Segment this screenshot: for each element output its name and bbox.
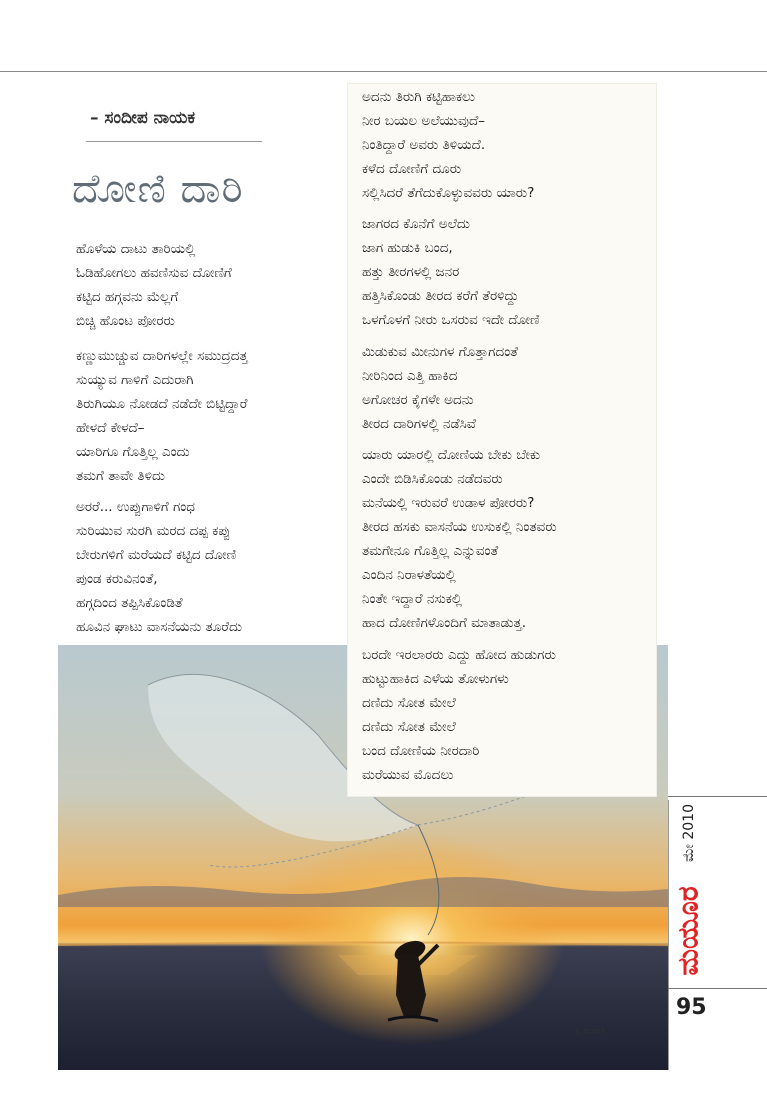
poem-line: ಜಾಗರದ ಕೊನೆಗೆ ಅಲೆದು <box>362 216 470 232</box>
poem-line: ಅರರೆ... ಉಪ್ಪುಗಾಳಿಗೆ ಗಂಧ <box>76 499 195 515</box>
poem-line: ಎಂದಿನ ನಿರಾಳತೆಯಲ್ಲಿ <box>362 567 456 583</box>
poem-line: ಪುಂಡ ಕರುವಿನಂತೆ, <box>76 571 158 587</box>
poem-line: ಕಣ್ಣುಮುಚ್ಚುವ ದಾರಿಗಳಲ್ಲೇ ಸಮುದ್ರದತ್ತ <box>76 348 248 364</box>
poem-line: ಬಂದ ದೋಣಿಯ ನೀರದಾರಿ <box>362 743 480 759</box>
right-stanza-2 <box>362 212 540 332</box>
top-rule <box>0 71 767 72</box>
poem-line: ಬಿಚ್ಚಿ ಹೊಂಟ ಪೋರರು <box>76 313 175 329</box>
issue-month-text: ಮೇ 2010 <box>681 804 697 862</box>
magazine-logo-text: ಮಯೂರ <box>672 886 706 976</box>
poem-line: ಹುಟ್ಟುಹಾಕಿದ ಎಳೆಯ ತೋಳುಗಳು <box>362 671 509 687</box>
poem-line: ಹೂವಿನ ಘಾಟು ವಾಸನೆಯನು ತೂರೆದು <box>76 619 243 635</box>
poem-line: ಹಾದ ದೋಣಿಗಳೊಂದಿಗೆ ಮಾತಾಡುತ್ತ. <box>362 615 527 631</box>
left-stanza-3 <box>76 495 242 639</box>
poem-line: ಅದನು ತಿರುಗಿ ಕಟ್ಟಿಹಾಕಲು <box>362 89 476 105</box>
footer-vertical-rule <box>668 800 669 1070</box>
poem-line: ಹೇಳದೆ ಕೇಳದೆ– <box>76 420 145 436</box>
left-stanza-1 <box>76 237 232 333</box>
page-number: 95 <box>676 995 707 1020</box>
poem-line: ಹತ್ತಿಸಿಕೊಂಡು ತೀರದ ಕರೆಗೆ ತೆರಳಿದ್ದು <box>362 288 519 304</box>
footer-rule-top <box>668 796 767 797</box>
poem-line: ತಮಗೆ ತಾವೇ ತಿಳಿದು <box>76 468 165 484</box>
poem-line: ದಣಿದು ಸೋತ ಮೇಲೆ <box>362 719 456 735</box>
poem-line: ನೀರಿನಿಂದ ಎತ್ತಿ ಹಾಕಿದ <box>362 368 458 384</box>
footer-rule-bottom <box>668 988 767 989</box>
poem-line: ಕಟ್ಟಿದ ಹಗ್ಗವನು ಮೆಲ್ಲಗೆ <box>76 289 179 305</box>
left-stanza-2 <box>76 344 248 488</box>
poem-line: ತಮಗೇನೂ ಗೊತ್ತಿಲ್ಲ ಎನ್ನುವಂತೆ <box>362 543 499 559</box>
poem-line: ನಿಂತಿದ್ದಾರೆ ಅವರು ತಿಳಿಯದೆ. <box>362 137 486 153</box>
poem-line: ಜಾಗ ಹುಡುಕಿ ಬಂದ, <box>362 240 453 256</box>
author-rule <box>86 141 262 142</box>
poem-line: ಸುರಿಯುವ ಸುರಗಿ ಮರದ ದಪ್ಪ ಕಪ್ಪು <box>76 523 231 539</box>
poem-line: ಯಾರಿಗೂ ಗೊತ್ತಿಲ್ಲ ಎಂದು <box>76 444 190 460</box>
poem-line: ಹಗ್ಗದಿಂದ ತಪ್ಪಿಸಿಕೊಂಡಿತೆ <box>76 595 183 611</box>
right-stanza-3 <box>362 340 518 436</box>
poem-line: ಹತ್ತು ತೀರಗಳಲ್ಲಿ ಜನರ <box>362 264 460 280</box>
poem-line: ಒಳಗೊಳಗೆ ನೀರು ಒಸರುವ ಇದೇ ದೋಣಿ <box>362 312 540 328</box>
poem-line: ತೀರದ ಹಸಕು ವಾಸನೆಯ ಉಸುಕಲ್ಲಿ ನಿಂತವರು <box>362 519 557 535</box>
poem-title: ದೋಣಿ ದಾರಿ <box>72 166 244 212</box>
poem-line: ನಿಂತೇ ಇದ್ದಾರೆ ನಸುಕಲ್ಲಿ <box>362 591 463 607</box>
issue-month <box>672 800 706 866</box>
poem-line: ಸುಯ್ಯುವ ಗಾಳಿಗೆ ಎದುರಾಗಿ <box>76 372 194 388</box>
right-stanza-5 <box>362 643 556 787</box>
right-stanza-1 <box>362 85 534 205</box>
poem-line: ಕಳೆದ ದೋಣಿಗೆ ದೂರು <box>362 161 462 177</box>
poem-line: ಸಲ್ಲಿಸಿದರೆ ತೆಗೆದುಕೊಳ್ಳುವವರು ಯಾರು? <box>362 185 535 201</box>
poem-line: ಬೇರುಗಳಿಗೆ ಮರೆಯದೆ ಕಟ್ಟಿದ ದೋಣಿ <box>76 547 237 563</box>
right-stanza-4 <box>362 443 557 635</box>
poem-line: ಓಡಿಹೋಗಲು ಹವಣಿಸುವ ದೋಣಿಗೆ <box>76 265 232 281</box>
poem-line: ನೀರ ಬಯಲ ಅಲೆಯುವುದೆ– <box>362 113 485 129</box>
magazine-logo <box>672 872 706 990</box>
poem-line: ಮಿಡುಕುವ ಮೀನುಗಳ ಗೊತ್ತಾಗದಂತೆ <box>362 344 518 360</box>
poem-line: ಅಗೋಚರ ಕೈಗಳೇ ಅದನು <box>362 392 474 408</box>
painting-signature: ಕೆ. ಕಲಾವತಿ <box>575 1026 605 1035</box>
poem-line: ದಣಿದು ಸೋತ ಮೇಲೆ <box>362 695 456 711</box>
poem-line: ಮರೆಯುವ ಮೊದಲು <box>362 767 454 783</box>
poem-line: ಮನೆಯಲ್ಲಿ ಇರುವರೆ ಉಡಾಳ ಪೋರರು? <box>362 495 535 511</box>
poem-line: ಯಾರು ಯಾರಲ್ಲಿ ದೋಣಿಯ ಬೇಕು ಬೇಕು <box>362 447 541 463</box>
poem-line: ತಿರುಗಿಯೂ ನೋಡದೆ ನಡೆದೇ ಬಿಟ್ಟಿದ್ದಾರೆ <box>76 396 248 412</box>
poem-line: ಎಂದೇ ಬಿಡಿಸಿಕೊಂಡು ನಡೆದವರು <box>362 471 503 487</box>
poem-line: ಬರದೇ ಇರಲಾರರು ಎದ್ದು ಹೋದ ಹುಡುಗರು <box>362 647 556 663</box>
poem-line: ಹೊಳೆಯ ದಾಟು ತಾರಿಯಲ್ಲಿ <box>76 241 196 257</box>
author-name: – ಸಂದೀಪ ನಾಯಕ <box>90 108 195 128</box>
poem-line: ತೀರದ ದಾರಿಗಳಲ್ಲಿ ನಡೆಸಿವೆ <box>362 416 476 432</box>
